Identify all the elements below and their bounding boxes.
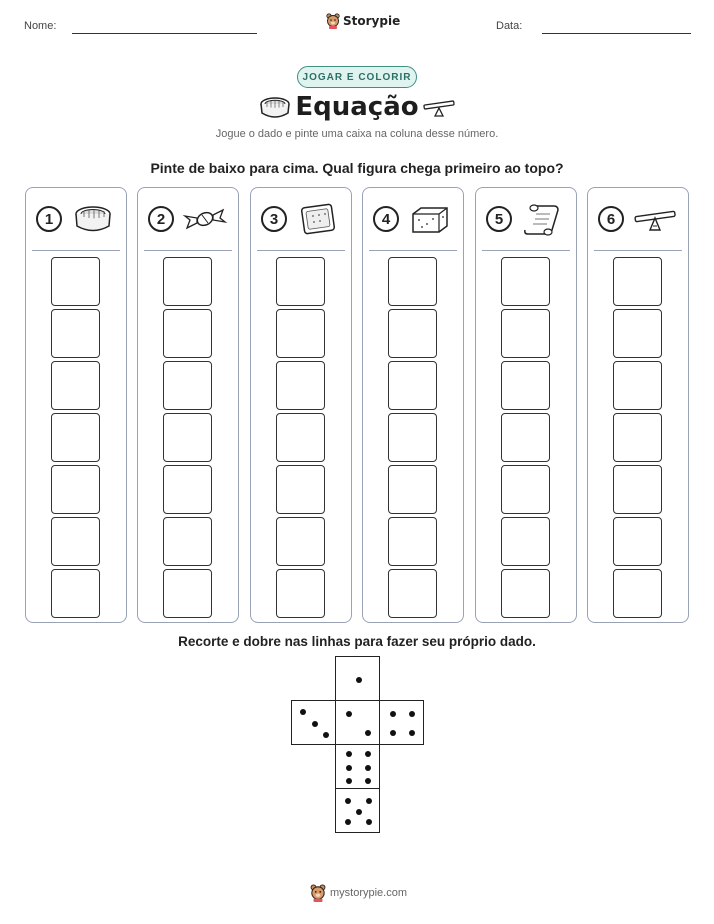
color-box[interactable] bbox=[501, 517, 550, 566]
color-box[interactable] bbox=[388, 361, 437, 410]
die-pip bbox=[409, 730, 415, 736]
color-box[interactable] bbox=[613, 569, 662, 618]
candy-icon bbox=[182, 202, 228, 236]
color-box[interactable] bbox=[51, 413, 100, 462]
color-box[interactable] bbox=[51, 309, 100, 358]
column-number: 3 bbox=[261, 206, 287, 232]
column-number: 2 bbox=[148, 206, 174, 232]
column-header bbox=[26, 188, 126, 250]
color-box[interactable] bbox=[276, 517, 325, 566]
die-face-4 bbox=[379, 700, 424, 745]
die-pip bbox=[366, 798, 372, 804]
color-box[interactable] bbox=[613, 413, 662, 462]
die-pip bbox=[346, 778, 352, 784]
color-box[interactable] bbox=[276, 257, 325, 306]
color-box[interactable] bbox=[388, 517, 437, 566]
color-box[interactable] bbox=[51, 361, 100, 410]
bear-icon bbox=[310, 884, 326, 902]
die-pip bbox=[346, 765, 352, 771]
die-pip bbox=[345, 819, 351, 825]
die-pip bbox=[346, 711, 352, 717]
color-box[interactable] bbox=[163, 517, 212, 566]
die-pip bbox=[312, 721, 318, 727]
die-pip bbox=[323, 732, 329, 738]
brand-logo bbox=[326, 13, 400, 29]
title-row bbox=[0, 92, 714, 126]
column-header bbox=[363, 188, 463, 250]
die-pip bbox=[356, 809, 362, 815]
subtitle: Jogue o dado e pinte uma caixa na coluna desse número. bbox=[215, 128, 499, 140]
column-divider bbox=[144, 250, 232, 251]
color-box[interactable] bbox=[276, 569, 325, 618]
die-pip bbox=[365, 778, 371, 784]
color-box[interactable] bbox=[51, 257, 100, 306]
die-pip bbox=[390, 730, 396, 736]
cracker-icon bbox=[295, 202, 341, 236]
column-5 bbox=[475, 187, 577, 623]
color-box[interactable] bbox=[388, 569, 437, 618]
brand-name: Storypie bbox=[343, 14, 401, 28]
color-box[interactable] bbox=[501, 309, 550, 358]
column-header bbox=[476, 188, 576, 250]
column-divider bbox=[369, 250, 457, 251]
color-box[interactable] bbox=[163, 569, 212, 618]
color-box[interactable] bbox=[276, 465, 325, 514]
column-3 bbox=[250, 187, 352, 623]
die-face-3 bbox=[291, 700, 336, 745]
die-pip bbox=[346, 751, 352, 757]
color-box[interactable] bbox=[388, 413, 437, 462]
column-1 bbox=[25, 187, 127, 623]
color-box[interactable] bbox=[163, 361, 212, 410]
column-divider bbox=[594, 250, 682, 251]
die-face-5 bbox=[335, 788, 380, 833]
die-pip bbox=[366, 819, 372, 825]
die-pip bbox=[356, 677, 362, 683]
color-box[interactable] bbox=[388, 257, 437, 306]
die-pip bbox=[300, 709, 306, 715]
column-header bbox=[251, 188, 351, 250]
column-header bbox=[588, 188, 688, 250]
die-face-6 bbox=[335, 744, 380, 789]
color-box[interactable] bbox=[163, 257, 212, 306]
color-box[interactable] bbox=[276, 309, 325, 358]
die-pip bbox=[409, 711, 415, 717]
sieve-icon bbox=[70, 202, 116, 236]
column-divider bbox=[482, 250, 570, 251]
name-label: Nome: bbox=[24, 20, 57, 32]
color-box[interactable] bbox=[613, 361, 662, 410]
color-box[interactable] bbox=[501, 569, 550, 618]
color-box[interactable] bbox=[388, 309, 437, 358]
die-face-1 bbox=[335, 656, 380, 701]
color-box[interactable] bbox=[276, 413, 325, 462]
color-box[interactable] bbox=[501, 361, 550, 410]
name-line[interactable] bbox=[72, 33, 257, 34]
column-divider bbox=[257, 250, 345, 251]
color-box[interactable] bbox=[501, 257, 550, 306]
die-pip bbox=[365, 765, 371, 771]
die-pip bbox=[390, 711, 396, 717]
column-header bbox=[138, 188, 238, 250]
color-box[interactable] bbox=[613, 465, 662, 514]
scroll-icon bbox=[520, 202, 566, 236]
column-number: 6 bbox=[598, 206, 624, 232]
instruction-top: Pinte de baixo para cima. Qual figura chega primeiro ao topo? bbox=[150, 160, 564, 176]
die-pip bbox=[365, 730, 371, 736]
die-pip bbox=[345, 798, 351, 804]
seesaw-icon bbox=[423, 100, 455, 118]
bear-icon bbox=[326, 13, 340, 29]
instruction-bottom: Recorte e dobre nas linhas para fazer seu próprio dado. bbox=[178, 634, 536, 649]
column-6 bbox=[587, 187, 689, 623]
color-box[interactable] bbox=[276, 361, 325, 410]
color-box[interactable] bbox=[501, 413, 550, 462]
color-box[interactable] bbox=[388, 465, 437, 514]
footer-url[interactable]: mystorypie.com bbox=[330, 887, 408, 899]
column-2 bbox=[137, 187, 239, 623]
column-divider bbox=[32, 250, 120, 251]
seesaw-icon bbox=[632, 202, 678, 236]
activity-badge: JOGAR E COLORIR bbox=[297, 66, 417, 88]
color-box[interactable] bbox=[501, 465, 550, 514]
date-line[interactable] bbox=[542, 33, 691, 34]
die-pip bbox=[365, 751, 371, 757]
column-number: 4 bbox=[373, 206, 399, 232]
color-box[interactable] bbox=[163, 309, 212, 358]
color-box[interactable] bbox=[163, 465, 212, 514]
color-box[interactable] bbox=[51, 517, 100, 566]
date-label: Data: bbox=[496, 20, 523, 32]
sponge-icon bbox=[407, 202, 453, 236]
color-box[interactable] bbox=[51, 569, 100, 618]
page-title: Equação bbox=[295, 92, 419, 122]
color-box[interactable] bbox=[51, 465, 100, 514]
color-box[interactable] bbox=[613, 517, 662, 566]
color-box[interactable] bbox=[613, 257, 662, 306]
column-number: 1 bbox=[36, 206, 62, 232]
die-face-2 bbox=[335, 700, 380, 745]
column-number: 5 bbox=[486, 206, 512, 232]
color-box[interactable] bbox=[613, 309, 662, 358]
footer bbox=[310, 884, 407, 902]
column-4 bbox=[362, 187, 464, 623]
color-box[interactable] bbox=[163, 413, 212, 462]
